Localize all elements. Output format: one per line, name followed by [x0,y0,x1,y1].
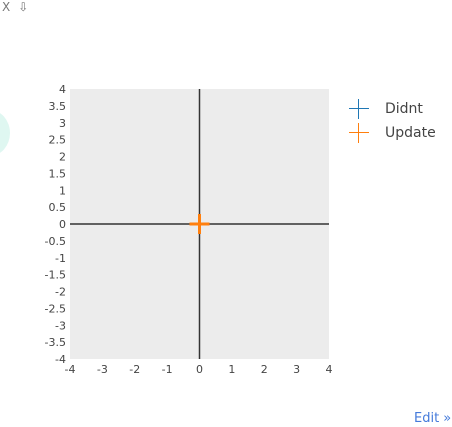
y-tick-label: 2.5 [48,133,66,147]
legend [348,97,436,145]
y-tick-label: 1 [59,184,66,198]
y-tick-label: 0.5 [48,201,66,215]
cross-icon [348,98,370,120]
x-tick-label: 1 [228,363,236,376]
y-tick-label: -3 [55,319,66,333]
legend-label: Didnt [385,101,423,117]
legend-item-didnt[interactable] [348,97,436,121]
y-tick-label: 1.5 [48,167,66,181]
y-axis-tick-labels [45,83,66,366]
x-tick-label: 3 [293,363,301,376]
x-axis-tick-labels [65,363,333,376]
x-tick-label: 2 [260,363,268,376]
y-tick-label: -3.5 [44,336,66,350]
y-tick-label: 3.5 [48,99,66,113]
y-tick-label: -2 [55,285,66,299]
y-tick-label: -2.5 [44,302,66,316]
y-tick-label: -1.5 [44,268,66,282]
y-tick-label: 3 [59,116,66,130]
y-tick-label: 0 [59,218,66,231]
download-icon[interactable]: ⇩ [18,0,29,14]
x-tick-label: -2 [129,363,141,376]
y-tick-label: -4 [55,353,66,366]
y-tick-label: -1 [55,251,66,265]
y-tick-label: 2 [59,150,66,164]
legend-item-update[interactable] [348,121,436,145]
x-tick-label: -1 [161,363,173,376]
x-tick-label: -4 [64,363,76,376]
x-tick-label: -3 [96,363,108,376]
edit-link[interactable]: Edit » [414,411,452,426]
x-tick-label: 0 [196,363,203,376]
y-tick-label: 4 [59,83,66,96]
y-tick-label: -0.5 [44,234,66,248]
legend-label: Update [385,125,436,141]
close-icon[interactable]: X [2,0,11,14]
cross-icon [348,122,370,144]
x-tick-label: 4 [325,363,333,376]
